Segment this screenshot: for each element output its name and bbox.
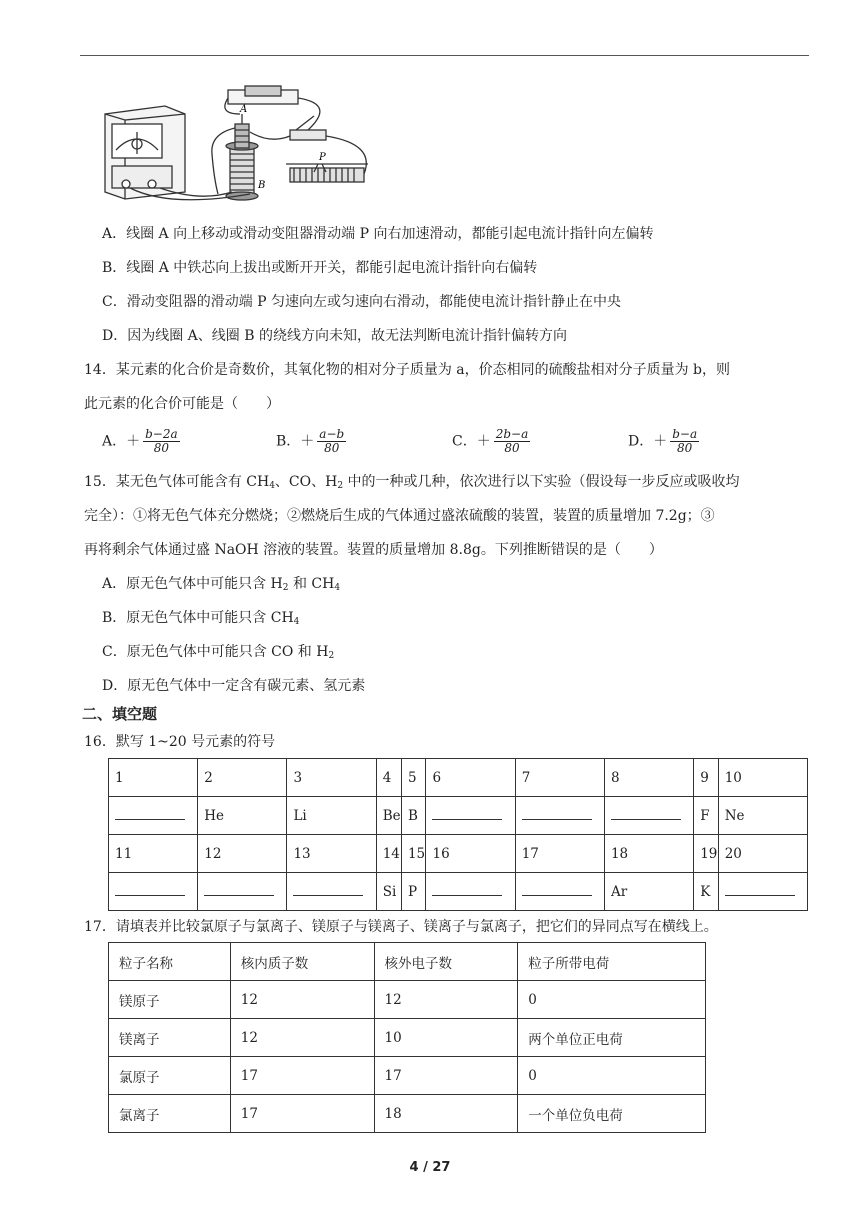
table-cell: 0 (518, 981, 706, 1019)
table-cell: 一个单位负电荷 (518, 1095, 706, 1133)
q15-option-a: A．原无色气体中可能只含 $H_2$ 和 $CH_4$ (102, 576, 341, 593)
answer-blank[interactable] (432, 807, 502, 820)
table-row (109, 797, 808, 835)
section-title: 二、填空题 (82, 705, 158, 723)
answer-blank[interactable] (432, 883, 502, 896)
table-cell (718, 873, 807, 911)
q14-choice-d: D．＋ $\frac{b-a}{80}$ (628, 427, 698, 455)
table-cell: B (401, 797, 426, 835)
table-cell (426, 797, 515, 835)
q14-choice-c: C．＋ $\frac{2b-a}{80}$ (452, 427, 529, 455)
table-cell: F (694, 797, 719, 835)
table-cell (198, 873, 287, 911)
table-cell: Li (287, 797, 376, 835)
table-cell: 12 (230, 981, 374, 1019)
table-row (109, 1095, 706, 1133)
header-rule (80, 55, 809, 56)
table-cell: Ar (604, 873, 693, 911)
table-cell: 6 (426, 759, 515, 797)
table-cell: 13 (287, 835, 376, 873)
q14-choice-a: A．＋ $\frac{b-2a}{80}$ (102, 427, 178, 455)
table-cell: 2 (198, 759, 287, 797)
table-cell: 15 (401, 835, 426, 873)
table-cell (109, 797, 198, 835)
answer-blank[interactable] (522, 883, 592, 896)
answer-blank[interactable] (115, 807, 185, 820)
table-cell: 17 (230, 1057, 374, 1095)
table-cell: 17 (230, 1095, 374, 1133)
table-cell: 4 (376, 759, 401, 797)
table-cell: 镁离子 (109, 1019, 231, 1057)
table-cell (109, 873, 198, 911)
table-cell: 3 (287, 759, 376, 797)
table-cell (515, 797, 604, 835)
q16-table (108, 758, 808, 911)
table-cell: Ne (718, 797, 807, 835)
table-cell: 10 (374, 1019, 518, 1057)
table-cell (426, 873, 515, 911)
table-cell: 7 (515, 759, 604, 797)
table-cell: 10 (718, 759, 807, 797)
q17-table (108, 942, 706, 1133)
column-header: 粒子所带电荷 (518, 943, 706, 981)
answer-blank[interactable] (204, 883, 274, 896)
table-cell: 5 (401, 759, 426, 797)
table-cell: 16 (426, 835, 515, 873)
table-row (109, 759, 808, 797)
q15-option-b: B．原无色气体中可能只含 $CH_4$ (102, 610, 300, 627)
page-number: 4 / 27 (409, 1160, 451, 1175)
table-cell: 11 (109, 835, 198, 873)
q17-stem: 17．请填表并比较氯原子与氯离子、镁原子与镁离子、镁离子与氯离子，把它们的异同点写在横线上。 (84, 919, 718, 935)
table-cell: 14 (376, 835, 401, 873)
table-cell: Si (376, 873, 401, 911)
answer-blank[interactable] (522, 807, 592, 820)
table-row (109, 981, 706, 1019)
q13-option-b: B．线圈 A 中铁芯向上拔出或断开开关，都能引起电流计指针向右偏转 (102, 260, 538, 276)
table-cell: 0 (518, 1057, 706, 1095)
slider-p-label: P (319, 152, 326, 163)
q13-option-a: A．线圈 A 向上移动或滑动变阻器滑动端 P 向右加速滑动，都能引起电流计指针向左偏转 (102, 226, 654, 242)
column-header: 核内质子数 (230, 943, 374, 981)
table-cell: K (694, 873, 719, 911)
table-cell: 12 (374, 981, 518, 1019)
table-cell (515, 873, 604, 911)
table-cell: 19 (694, 835, 719, 873)
answer-blank[interactable] (725, 883, 795, 896)
table-row (109, 835, 808, 873)
table-cell: 8 (604, 759, 693, 797)
table-cell: 20 (718, 835, 807, 873)
answer-blank[interactable] (611, 807, 681, 820)
table-cell: 9 (694, 759, 719, 797)
coil-b-label: B (258, 180, 266, 191)
circuit-figure (100, 84, 380, 210)
table-header-row (109, 943, 706, 981)
table-cell (604, 797, 693, 835)
table-cell (287, 873, 376, 911)
table-row (109, 1057, 706, 1095)
q15-option-c: C．原无色气体中可能只含 CO 和 $H_2$ (102, 644, 335, 661)
table-cell: 12 (230, 1019, 374, 1057)
table-cell: He (198, 797, 287, 835)
answer-blank[interactable] (115, 883, 185, 896)
table-cell: 17 (515, 835, 604, 873)
q14-choice-b: B．＋ $\frac{a-b}{80}$ (276, 427, 345, 455)
table-cell: 18 (604, 835, 693, 873)
q16-stem: 16．默写 1~20 号元素的符号 (84, 734, 276, 750)
table-row (109, 1019, 706, 1057)
q13-option-d: D．因为线圈 A、线圈 B 的绕线方向未知，故无法判断电流计指针偏转方向 (102, 328, 567, 344)
table-cell: 氯离子 (109, 1095, 231, 1133)
q14-stem-line1: 14．某元素的化合价是奇数价，其氧化物的相对分子质量为 a，价态相同的硫酸盐相对分子质量为 b，则 (84, 362, 731, 378)
column-header: 粒子名称 (109, 943, 231, 981)
table-row (109, 873, 808, 911)
table-cell: Be (376, 797, 401, 835)
table-cell: 两个单位正电荷 (518, 1019, 706, 1057)
table-cell: 氯原子 (109, 1057, 231, 1095)
table-cell: P (401, 873, 426, 911)
table-cell: 镁原子 (109, 981, 231, 1019)
table-cell: 18 (374, 1095, 518, 1133)
table-cell: 1 (109, 759, 198, 797)
q13-option-c: C．滑动变阻器的滑动端 P 匀速向左或匀速向右滑动，都能使电流计指针静止在中央 (102, 294, 622, 310)
q15-option-d: D．原无色气体中一定含有碳元素、氢元素 (102, 678, 366, 694)
q15-stem-line1: 15．某无色气体可能含有 $CH_4$、CO、$H_2$ 中的一种或几种，依次进行以下实验（假设每一步反应或吸收均 (84, 474, 740, 491)
q14-stem-line2: 此元素的化合价可能是（ ） (84, 396, 280, 412)
q15-stem-line3: 再将剩余气体通过盛 NaOH 溶液的装置。装置的质量增加 8.8g。下列推断错误的是（ ） (84, 542, 663, 558)
column-header: 核外电子数 (374, 943, 518, 981)
table-cell: 17 (374, 1057, 518, 1095)
q15-stem-line2: 完全）：①将无色气体充分燃烧；②燃烧后生成的气体通过盛浓硫酸的装置，装置的质量增加 7.2g；③ (84, 508, 715, 524)
coil-a-label: A (240, 104, 248, 115)
table-cell: 12 (198, 835, 287, 873)
answer-blank[interactable] (293, 883, 363, 896)
